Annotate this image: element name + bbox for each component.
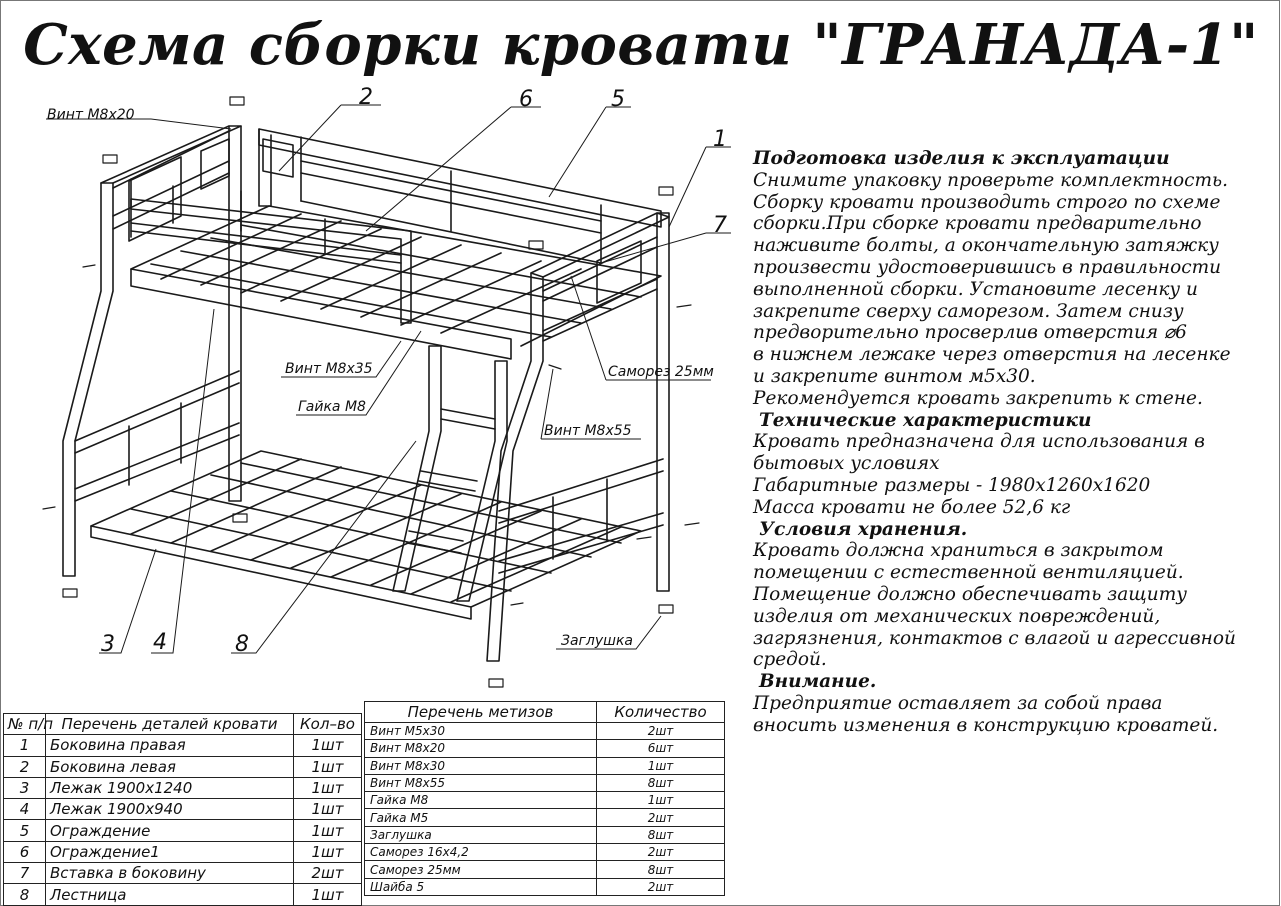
- tech-heading: Технические характеристики: [759, 409, 1092, 431]
- hardware-col-qty: Количество: [597, 702, 725, 723]
- part-qty: 1шт: [294, 841, 362, 862]
- hardware-name: Гайка М5: [365, 809, 597, 826]
- hardware-name: Винт М8х30: [365, 757, 597, 774]
- hardware-col-name: Перечень метизов: [365, 702, 597, 723]
- callout-vint-m8x35: Винт М8х35: [285, 361, 373, 377]
- part-number: 3: [4, 777, 46, 798]
- part-name: Вставка в боковину: [46, 863, 294, 884]
- part-name: Ограждение1: [46, 841, 294, 862]
- tech-text: Кровать предназначена для использования в бытовых условиях Габаритные размеры - 1980х1260х1620 Масса кровати не более 52,6 кг: [753, 431, 1205, 518]
- hardware-qty: 2шт: [597, 809, 725, 826]
- end-caps: [63, 97, 673, 687]
- callout-8: 8: [235, 632, 249, 657]
- table-row: [365, 861, 725, 878]
- parts-table-header: [4, 714, 362, 735]
- prep-heading: Подготовка изделия к эксплуатации: [753, 148, 1170, 169]
- hardware-table: [364, 701, 725, 896]
- hardware-qty: 6шт: [597, 740, 725, 757]
- callout-vint-m8x55: Винт М8х55: [544, 423, 632, 439]
- parts-table: [3, 713, 362, 906]
- part-qty: 1шт: [294, 799, 362, 820]
- callout-1: 1: [713, 127, 727, 152]
- parts-col-number: № п/п: [4, 714, 46, 735]
- bed-assembly-diagram: [1, 81, 741, 701]
- part-name: Лестница: [46, 884, 294, 905]
- table-row: [365, 792, 725, 809]
- lower-bed-slats: [91, 451, 641, 619]
- hardware-qty: 8шт: [597, 774, 725, 791]
- part-name: Боковина правая: [46, 735, 294, 756]
- part-qty: 1шт: [294, 820, 362, 841]
- table-row: [365, 826, 725, 843]
- table-row: [365, 723, 725, 740]
- part-qty: 2шт: [294, 863, 362, 884]
- callout-zaglushka: Заглушка: [561, 633, 633, 649]
- callout-samorez-25: Саморез 25мм: [608, 364, 714, 380]
- parts-col-qty: Кол–во: [294, 714, 362, 735]
- callout-gayka-m8: Гайка М8: [298, 399, 366, 415]
- table-row: [365, 740, 725, 757]
- storage-heading: Условия хранения.: [759, 518, 968, 540]
- warning-text: Предприятие оставляет за собой права вносить изменения в конструкцию кроватей.: [753, 692, 1219, 736]
- table-row: [365, 844, 725, 861]
- ladder: [393, 346, 507, 601]
- part-number: 6: [4, 841, 46, 862]
- part-name: Боковина левая: [46, 756, 294, 777]
- hardware-name: Гайка М8: [365, 792, 597, 809]
- parts-col-name: Перечень деталей кровати: [46, 714, 294, 735]
- hardware-name: Шайба 5: [365, 878, 597, 895]
- hardware-qty: 2шт: [597, 878, 725, 895]
- hardware-name: Саморез 16х4,2: [365, 844, 597, 861]
- table-row: [4, 735, 362, 756]
- back-guard-panel: [259, 129, 661, 263]
- part-name: Лежак 1900х1240: [46, 777, 294, 798]
- part-qty: 1шт: [294, 884, 362, 905]
- part-number: 4: [4, 799, 46, 820]
- hardware-table-header: [365, 702, 725, 723]
- hardware-qty: 2шт: [597, 844, 725, 861]
- table-row: [4, 756, 362, 777]
- hardware-qty: 8шт: [597, 861, 725, 878]
- part-qty: 1шт: [294, 756, 362, 777]
- callout-4: 4: [153, 630, 167, 655]
- table-row: [4, 820, 362, 841]
- left-side-frame: [63, 126, 241, 576]
- page-title: Схема сборки кровати "ГРАНАДА-1": [23, 12, 1259, 78]
- table-row: [4, 799, 362, 820]
- instructions-panel: [753, 148, 1278, 737]
- hardware-name: Винт М8х20: [365, 740, 597, 757]
- table-row: [4, 777, 362, 798]
- hardware-qty: 1шт: [597, 792, 725, 809]
- callout-7: 7: [713, 213, 727, 238]
- storage-text: Кровать должна храниться в закрытом помещении с естественной вентиляцией. Помещение должно обеспечивать защиту изделия от механических повреждений, загрязнения, контактов с влагой и агрессивной средой.: [753, 540, 1236, 671]
- hardware-qty: 8шт: [597, 826, 725, 843]
- part-name: Ограждение: [46, 820, 294, 841]
- hardware-name: Винт М8х55: [365, 774, 597, 791]
- table-row: [4, 884, 362, 905]
- callout-2: 2: [359, 85, 373, 110]
- table-row: [365, 809, 725, 826]
- table-row: [365, 757, 725, 774]
- table-row: [365, 774, 725, 791]
- part-name: Лежак 1900х940: [46, 799, 294, 820]
- table-row: [4, 863, 362, 884]
- part-number: 8: [4, 884, 46, 905]
- table-row: [365, 878, 725, 895]
- part-number: 7: [4, 863, 46, 884]
- bed-drawing: [1, 81, 741, 701]
- part-number: 2: [4, 756, 46, 777]
- callout-3: 3: [101, 632, 115, 657]
- hardware-name: Винт М5х30: [365, 723, 597, 740]
- hardware-name: Заглушка: [365, 826, 597, 843]
- callout-6: 6: [519, 87, 533, 112]
- part-qty: 1шт: [294, 735, 362, 756]
- callout-5: 5: [611, 87, 625, 112]
- hardware-name: Саморез 25мм: [365, 861, 597, 878]
- prep-text: Снимите упаковку проверьте комплектность. Сборку кровати производить строго по схеме сборки.При сборке кровати предварительно наживите болты, а окончательную затяжку произвести удостоверившись в правильности выполненной сборки. Установите лесенку и закрепите сверху саморезом. Затем снизу предворительно просверлив отверстия ⌀6 в нижнем лежаке через отверстия на лесенке и закрепите винтом м5х30. Рекомендуется кровать закрепить к стене.: [753, 169, 1231, 409]
- hardware-qty: 2шт: [597, 723, 725, 740]
- callout-vint-m8x20: Винт М8х20: [47, 107, 135, 123]
- part-qty: 1шт: [294, 777, 362, 798]
- part-number: 5: [4, 820, 46, 841]
- table-row: [4, 841, 362, 862]
- hardware-qty: 1шт: [597, 757, 725, 774]
- part-number: 1: [4, 735, 46, 756]
- warning-heading: Внимание.: [759, 671, 877, 693]
